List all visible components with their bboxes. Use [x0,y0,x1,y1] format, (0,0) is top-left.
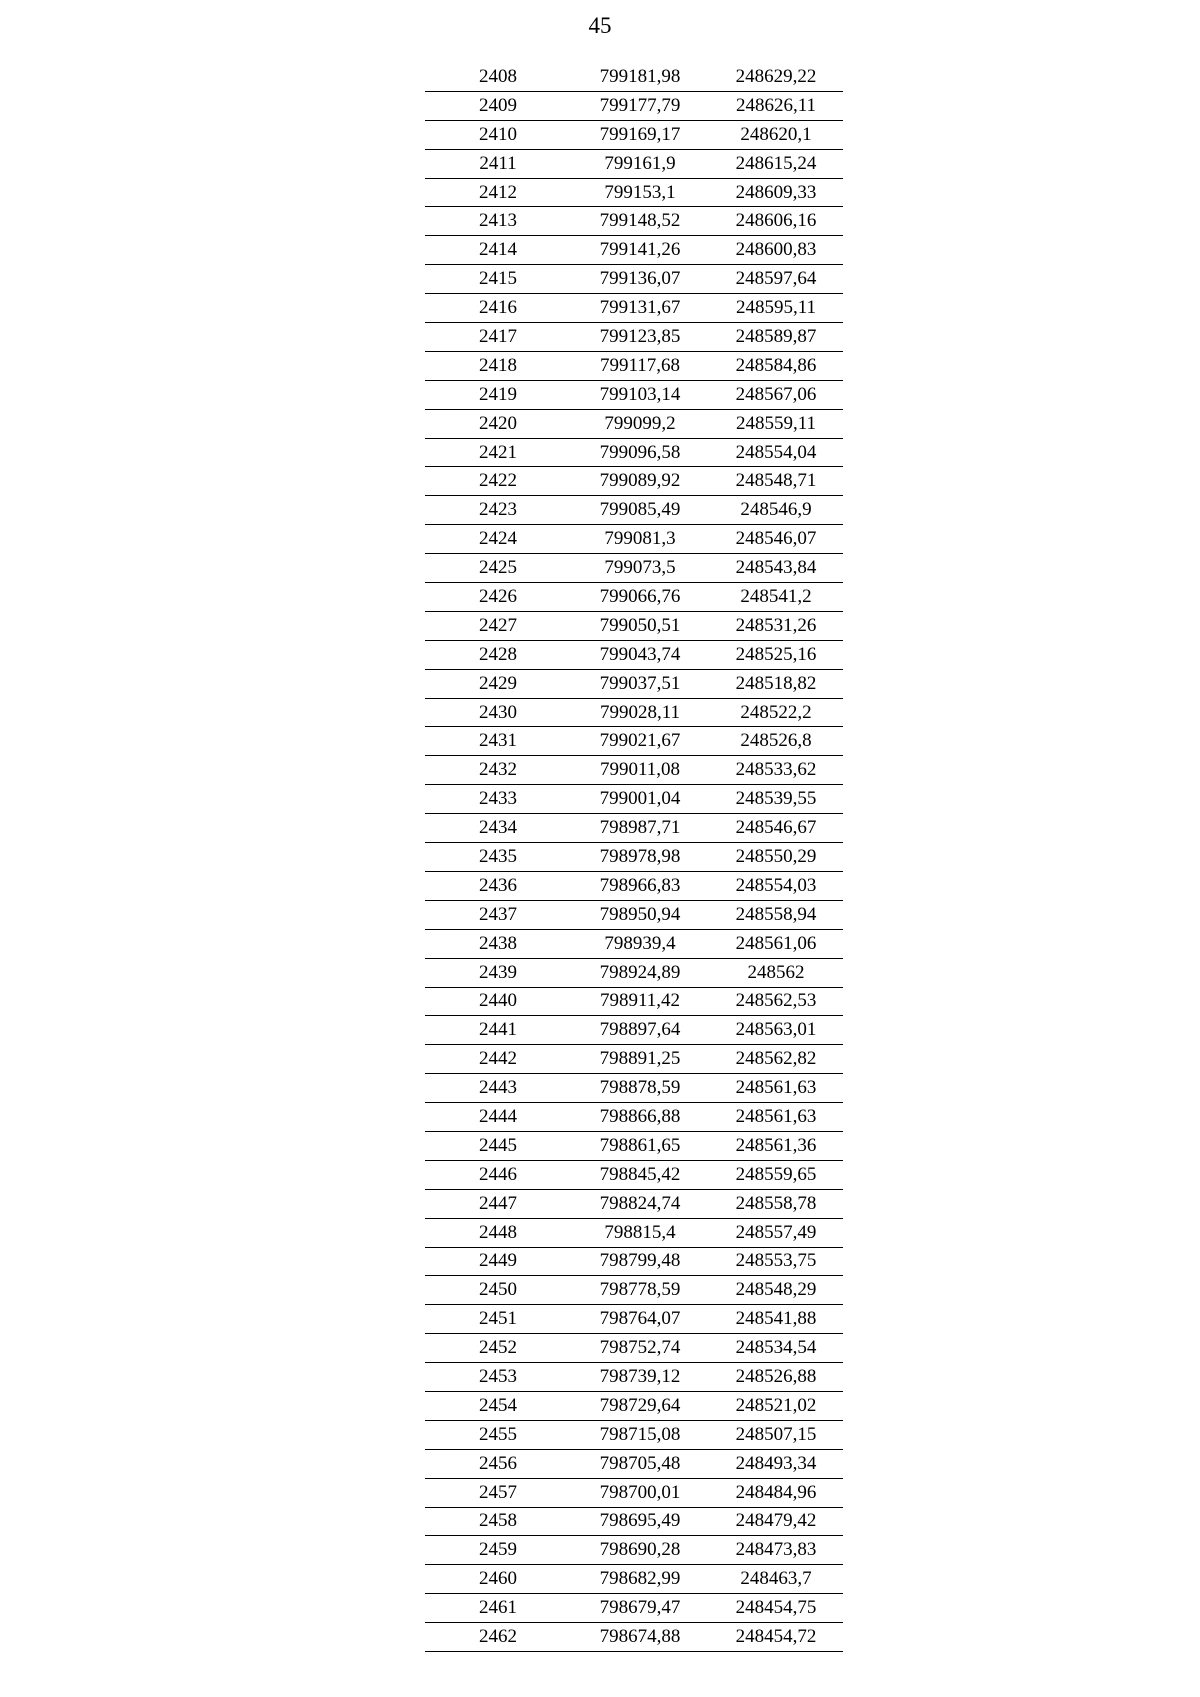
x-coordinate-cell: 799001,04 [571,785,709,814]
y-coordinate-cell: 248562 [709,958,843,987]
x-coordinate-cell: 798764,07 [571,1305,709,1334]
y-coordinate-cell: 248454,75 [709,1594,843,1623]
x-coordinate-cell: 798911,42 [571,987,709,1016]
x-coordinate-cell: 798700,01 [571,1478,709,1507]
point-number-cell: 2452 [425,1334,571,1363]
point-number-cell: 2418 [425,351,571,380]
y-coordinate-cell: 248589,87 [709,323,843,352]
point-number-cell: 2420 [425,409,571,438]
x-coordinate-cell: 799169,17 [571,120,709,149]
point-number-cell: 2430 [425,698,571,727]
y-coordinate-cell: 248559,65 [709,1160,843,1189]
point-number-cell: 2450 [425,1276,571,1305]
point-number-cell: 2432 [425,756,571,785]
y-coordinate-cell: 248493,34 [709,1449,843,1478]
point-number-cell: 2412 [425,178,571,207]
table-row [425,207,843,236]
point-number-cell: 2440 [425,987,571,1016]
y-coordinate-cell: 248558,94 [709,900,843,929]
x-coordinate-cell: 798824,74 [571,1189,709,1218]
x-coordinate-cell: 798861,65 [571,1131,709,1160]
y-coordinate-cell: 248615,24 [709,149,843,178]
table-row [425,1218,843,1247]
x-coordinate-cell: 799123,85 [571,323,709,352]
point-number-cell: 2438 [425,929,571,958]
y-coordinate-cell: 248543,84 [709,554,843,583]
table-row [425,265,843,294]
point-number-cell: 2433 [425,785,571,814]
x-coordinate-cell: 798924,89 [571,958,709,987]
point-number-cell: 2443 [425,1074,571,1103]
x-coordinate-cell: 799011,08 [571,756,709,785]
point-number-cell: 2436 [425,871,571,900]
x-coordinate-cell: 799161,9 [571,149,709,178]
table-row [425,1420,843,1449]
table-row [425,467,843,496]
x-coordinate-cell: 798966,83 [571,871,709,900]
table-row [425,438,843,467]
table-row [425,178,843,207]
table-row [425,554,843,583]
point-number-cell: 2423 [425,496,571,525]
point-number-cell: 2457 [425,1478,571,1507]
table-row [425,785,843,814]
y-coordinate-cell: 248554,03 [709,871,843,900]
x-coordinate-cell: 798799,48 [571,1247,709,1276]
table-row [425,1160,843,1189]
y-coordinate-cell: 248534,54 [709,1334,843,1363]
y-coordinate-cell: 248473,83 [709,1536,843,1565]
y-coordinate-cell: 248626,11 [709,91,843,120]
y-coordinate-cell: 248531,26 [709,611,843,640]
table-row [425,236,843,265]
x-coordinate-cell: 799089,92 [571,467,709,496]
table-row [425,380,843,409]
table-row [425,814,843,843]
table-row [425,1334,843,1363]
x-coordinate-cell: 799028,11 [571,698,709,727]
x-coordinate-cell: 798715,08 [571,1420,709,1449]
point-number-cell: 2458 [425,1507,571,1536]
point-number-cell: 2449 [425,1247,571,1276]
x-coordinate-cell: 799085,49 [571,496,709,525]
y-coordinate-cell: 248454,72 [709,1623,843,1652]
x-coordinate-cell: 799131,67 [571,294,709,323]
x-coordinate-cell: 799148,52 [571,207,709,236]
point-number-cell: 2411 [425,149,571,178]
page-number: 45 [588,13,612,38]
y-coordinate-cell: 248559,11 [709,409,843,438]
y-coordinate-cell: 248546,07 [709,525,843,554]
x-coordinate-cell: 798674,88 [571,1623,709,1652]
point-number-cell: 2455 [425,1420,571,1449]
y-coordinate-cell: 248484,96 [709,1478,843,1507]
point-number-cell: 2425 [425,554,571,583]
x-coordinate-cell: 798729,64 [571,1391,709,1420]
point-number-cell: 2429 [425,669,571,698]
table-row [425,871,843,900]
x-coordinate-cell: 799181,98 [571,63,709,91]
y-coordinate-cell: 248620,1 [709,120,843,149]
y-coordinate-cell: 248479,42 [709,1507,843,1536]
y-coordinate-cell: 248561,06 [709,929,843,958]
table-row [425,583,843,612]
point-number-cell: 2408 [425,63,571,91]
table-row [425,1016,843,1045]
table-row [425,1189,843,1218]
x-coordinate-cell: 799177,79 [571,91,709,120]
table-row [425,611,843,640]
y-coordinate-cell: 248562,53 [709,987,843,1016]
y-coordinate-cell: 248557,49 [709,1218,843,1247]
table-row [425,1103,843,1132]
table-row [425,698,843,727]
x-coordinate-cell: 798815,4 [571,1218,709,1247]
coordinates-table-body [425,63,843,1651]
point-number-cell: 2461 [425,1594,571,1623]
point-number-cell: 2422 [425,467,571,496]
y-coordinate-cell: 248629,22 [709,63,843,91]
table-row [425,120,843,149]
table-row [425,149,843,178]
point-number-cell: 2428 [425,640,571,669]
y-coordinate-cell: 248561,63 [709,1103,843,1132]
x-coordinate-cell: 798739,12 [571,1363,709,1392]
y-coordinate-cell: 248518,82 [709,669,843,698]
x-coordinate-cell: 799136,07 [571,265,709,294]
point-number-cell: 2434 [425,814,571,843]
point-number-cell: 2442 [425,1045,571,1074]
table-row [425,640,843,669]
y-coordinate-cell: 248526,8 [709,727,843,756]
y-coordinate-cell: 248600,83 [709,236,843,265]
x-coordinate-cell: 798866,88 [571,1103,709,1132]
point-number-cell: 2454 [425,1391,571,1420]
table-row [425,756,843,785]
point-number-cell: 2439 [425,958,571,987]
table-row [425,294,843,323]
y-coordinate-cell: 248561,36 [709,1131,843,1160]
point-number-cell: 2453 [425,1363,571,1392]
table-row [425,91,843,120]
y-coordinate-cell: 248548,71 [709,467,843,496]
table-row [425,669,843,698]
point-number-cell: 2435 [425,843,571,872]
y-coordinate-cell: 248533,62 [709,756,843,785]
x-coordinate-cell: 799021,67 [571,727,709,756]
table-row [425,1391,843,1420]
point-number-cell: 2448 [425,1218,571,1247]
point-number-cell: 2462 [425,1623,571,1652]
y-coordinate-cell: 248541,88 [709,1305,843,1334]
table-row [425,1131,843,1160]
x-coordinate-cell: 799073,5 [571,554,709,583]
x-coordinate-cell: 799037,51 [571,669,709,698]
point-number-cell: 2446 [425,1160,571,1189]
point-number-cell: 2431 [425,727,571,756]
coordinates-table [425,63,843,1652]
x-coordinate-cell: 799141,26 [571,236,709,265]
table-row [425,1449,843,1478]
x-coordinate-cell: 799081,3 [571,525,709,554]
x-coordinate-cell: 798679,47 [571,1594,709,1623]
x-coordinate-cell: 798891,25 [571,1045,709,1074]
y-coordinate-cell: 248550,29 [709,843,843,872]
y-coordinate-cell: 248595,11 [709,294,843,323]
x-coordinate-cell: 798878,59 [571,1074,709,1103]
point-number-cell: 2444 [425,1103,571,1132]
y-coordinate-cell: 248521,02 [709,1391,843,1420]
table-row [425,525,843,554]
table-row [425,1247,843,1276]
point-number-cell: 2421 [425,438,571,467]
table-row [425,63,843,91]
table-row [425,1363,843,1392]
x-coordinate-cell: 798939,4 [571,929,709,958]
point-number-cell: 2441 [425,1016,571,1045]
y-coordinate-cell: 248525,16 [709,640,843,669]
x-coordinate-cell: 799066,76 [571,583,709,612]
y-coordinate-cell: 248561,63 [709,1074,843,1103]
point-number-cell: 2445 [425,1131,571,1160]
point-number-cell: 2459 [425,1536,571,1565]
table-row [425,1565,843,1594]
table-row [425,323,843,352]
x-coordinate-cell: 799153,1 [571,178,709,207]
table-row [425,1074,843,1103]
x-coordinate-cell: 799103,14 [571,380,709,409]
x-coordinate-cell: 799043,74 [571,640,709,669]
point-number-cell: 2413 [425,207,571,236]
point-number-cell: 2417 [425,323,571,352]
x-coordinate-cell: 798682,99 [571,1565,709,1594]
point-number-cell: 2414 [425,236,571,265]
x-coordinate-cell: 798752,74 [571,1334,709,1363]
table-row [425,409,843,438]
table-row [425,929,843,958]
point-number-cell: 2447 [425,1189,571,1218]
x-coordinate-cell: 798897,64 [571,1016,709,1045]
y-coordinate-cell: 248526,88 [709,1363,843,1392]
y-coordinate-cell: 248558,78 [709,1189,843,1218]
y-coordinate-cell: 248567,06 [709,380,843,409]
table-row [425,1623,843,1652]
table-row [425,1594,843,1623]
point-number-cell: 2424 [425,525,571,554]
table-row [425,1507,843,1536]
x-coordinate-cell: 798778,59 [571,1276,709,1305]
y-coordinate-cell: 248553,75 [709,1247,843,1276]
table-row [425,351,843,380]
y-coordinate-cell: 248546,9 [709,496,843,525]
x-coordinate-cell: 799050,51 [571,611,709,640]
y-coordinate-cell: 248522,2 [709,698,843,727]
x-coordinate-cell: 798845,42 [571,1160,709,1189]
y-coordinate-cell: 248609,33 [709,178,843,207]
point-number-cell: 2460 [425,1565,571,1594]
x-coordinate-cell: 798950,94 [571,900,709,929]
point-number-cell: 2427 [425,611,571,640]
y-coordinate-cell: 248541,2 [709,583,843,612]
table-row [425,1305,843,1334]
table-row [425,843,843,872]
point-number-cell: 2451 [425,1305,571,1334]
table-row [425,1276,843,1305]
point-number-cell: 2410 [425,120,571,149]
y-coordinate-cell: 248463,7 [709,1565,843,1594]
x-coordinate-cell: 799096,58 [571,438,709,467]
x-coordinate-cell: 799117,68 [571,351,709,380]
point-number-cell: 2419 [425,380,571,409]
y-coordinate-cell: 248539,55 [709,785,843,814]
x-coordinate-cell: 798987,71 [571,814,709,843]
point-number-cell: 2416 [425,294,571,323]
y-coordinate-cell: 248584,86 [709,351,843,380]
table-row [425,1045,843,1074]
point-number-cell: 2415 [425,265,571,294]
x-coordinate-cell: 798978,98 [571,843,709,872]
x-coordinate-cell: 798705,48 [571,1449,709,1478]
table-row [425,987,843,1016]
table-row [425,496,843,525]
table-row [425,958,843,987]
x-coordinate-cell: 798690,28 [571,1536,709,1565]
table-row [425,727,843,756]
point-number-cell: 2437 [425,900,571,929]
point-number-cell: 2409 [425,91,571,120]
table-row [425,900,843,929]
y-coordinate-cell: 248597,64 [709,265,843,294]
x-coordinate-cell: 798695,49 [571,1507,709,1536]
table-row [425,1536,843,1565]
y-coordinate-cell: 248606,16 [709,207,843,236]
y-coordinate-cell: 248563,01 [709,1016,843,1045]
x-coordinate-cell: 799099,2 [571,409,709,438]
point-number-cell: 2456 [425,1449,571,1478]
y-coordinate-cell: 248554,04 [709,438,843,467]
table-row [425,1478,843,1507]
y-coordinate-cell: 248548,29 [709,1276,843,1305]
y-coordinate-cell: 248546,67 [709,814,843,843]
point-number-cell: 2426 [425,583,571,612]
y-coordinate-cell: 248507,15 [709,1420,843,1449]
y-coordinate-cell: 248562,82 [709,1045,843,1074]
